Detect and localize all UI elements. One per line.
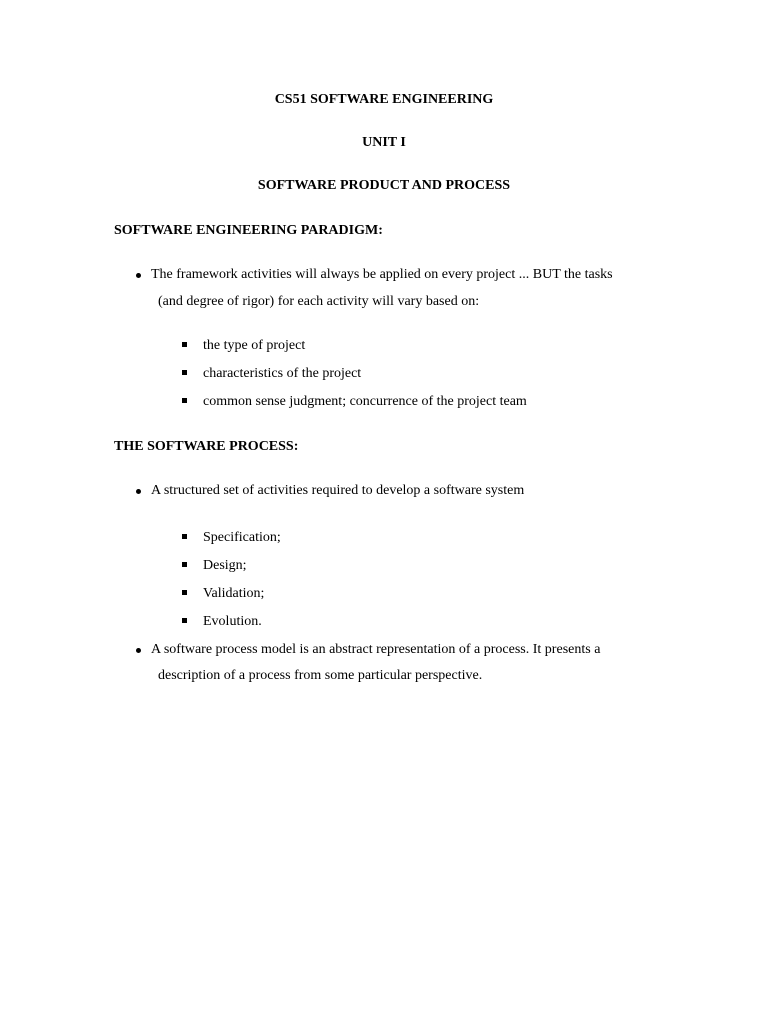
square-bullet-icon: [182, 370, 187, 375]
square-bullet-icon: [182, 590, 187, 595]
bullet-text-line: The framework activities will always be applied on every project ... BUT the tasks: [151, 267, 613, 282]
section-heading-process: THE SOFTWARE PROCESS:: [114, 439, 299, 454]
sub-item: Evolution.: [203, 614, 262, 629]
section-heading-paradigm: SOFTWARE ENGINEERING PARADIGM:: [114, 223, 383, 238]
sub-item: characteristics of the project: [203, 366, 362, 381]
unit-title: SOFTWARE PRODUCT AND PROCESS: [257, 178, 511, 193]
bullet-icon: [136, 648, 141, 653]
sub-item: Design;: [203, 558, 247, 573]
sub-item: the type of project: [203, 338, 306, 353]
bullet-text-line: (and degree of rigor) for each activity will vary based on:: [158, 294, 480, 309]
bullet-text-line: A structured set of activities required to develop a software system: [151, 483, 525, 498]
course-title: CS51 SOFTWARE ENGINEERING: [274, 92, 494, 107]
bullet-text-line: A software process model is an abstract representation of a process. It presents a: [151, 642, 601, 657]
bullet-text-line: description of a process from some particular perspective.: [158, 668, 483, 683]
square-bullet-icon: [182, 534, 187, 539]
sub-item: Specification;: [203, 530, 281, 545]
sub-item: common sense judgment; concurrence of the project team: [203, 394, 527, 409]
square-bullet-icon: [182, 398, 187, 403]
sub-item: Validation;: [203, 586, 265, 601]
square-bullet-icon: [182, 342, 187, 347]
square-bullet-icon: [182, 618, 187, 623]
bullet-icon: [136, 273, 141, 278]
unit-label: UNIT I: [362, 135, 406, 150]
bullet-icon: [136, 489, 141, 494]
square-bullet-icon: [182, 562, 187, 567]
